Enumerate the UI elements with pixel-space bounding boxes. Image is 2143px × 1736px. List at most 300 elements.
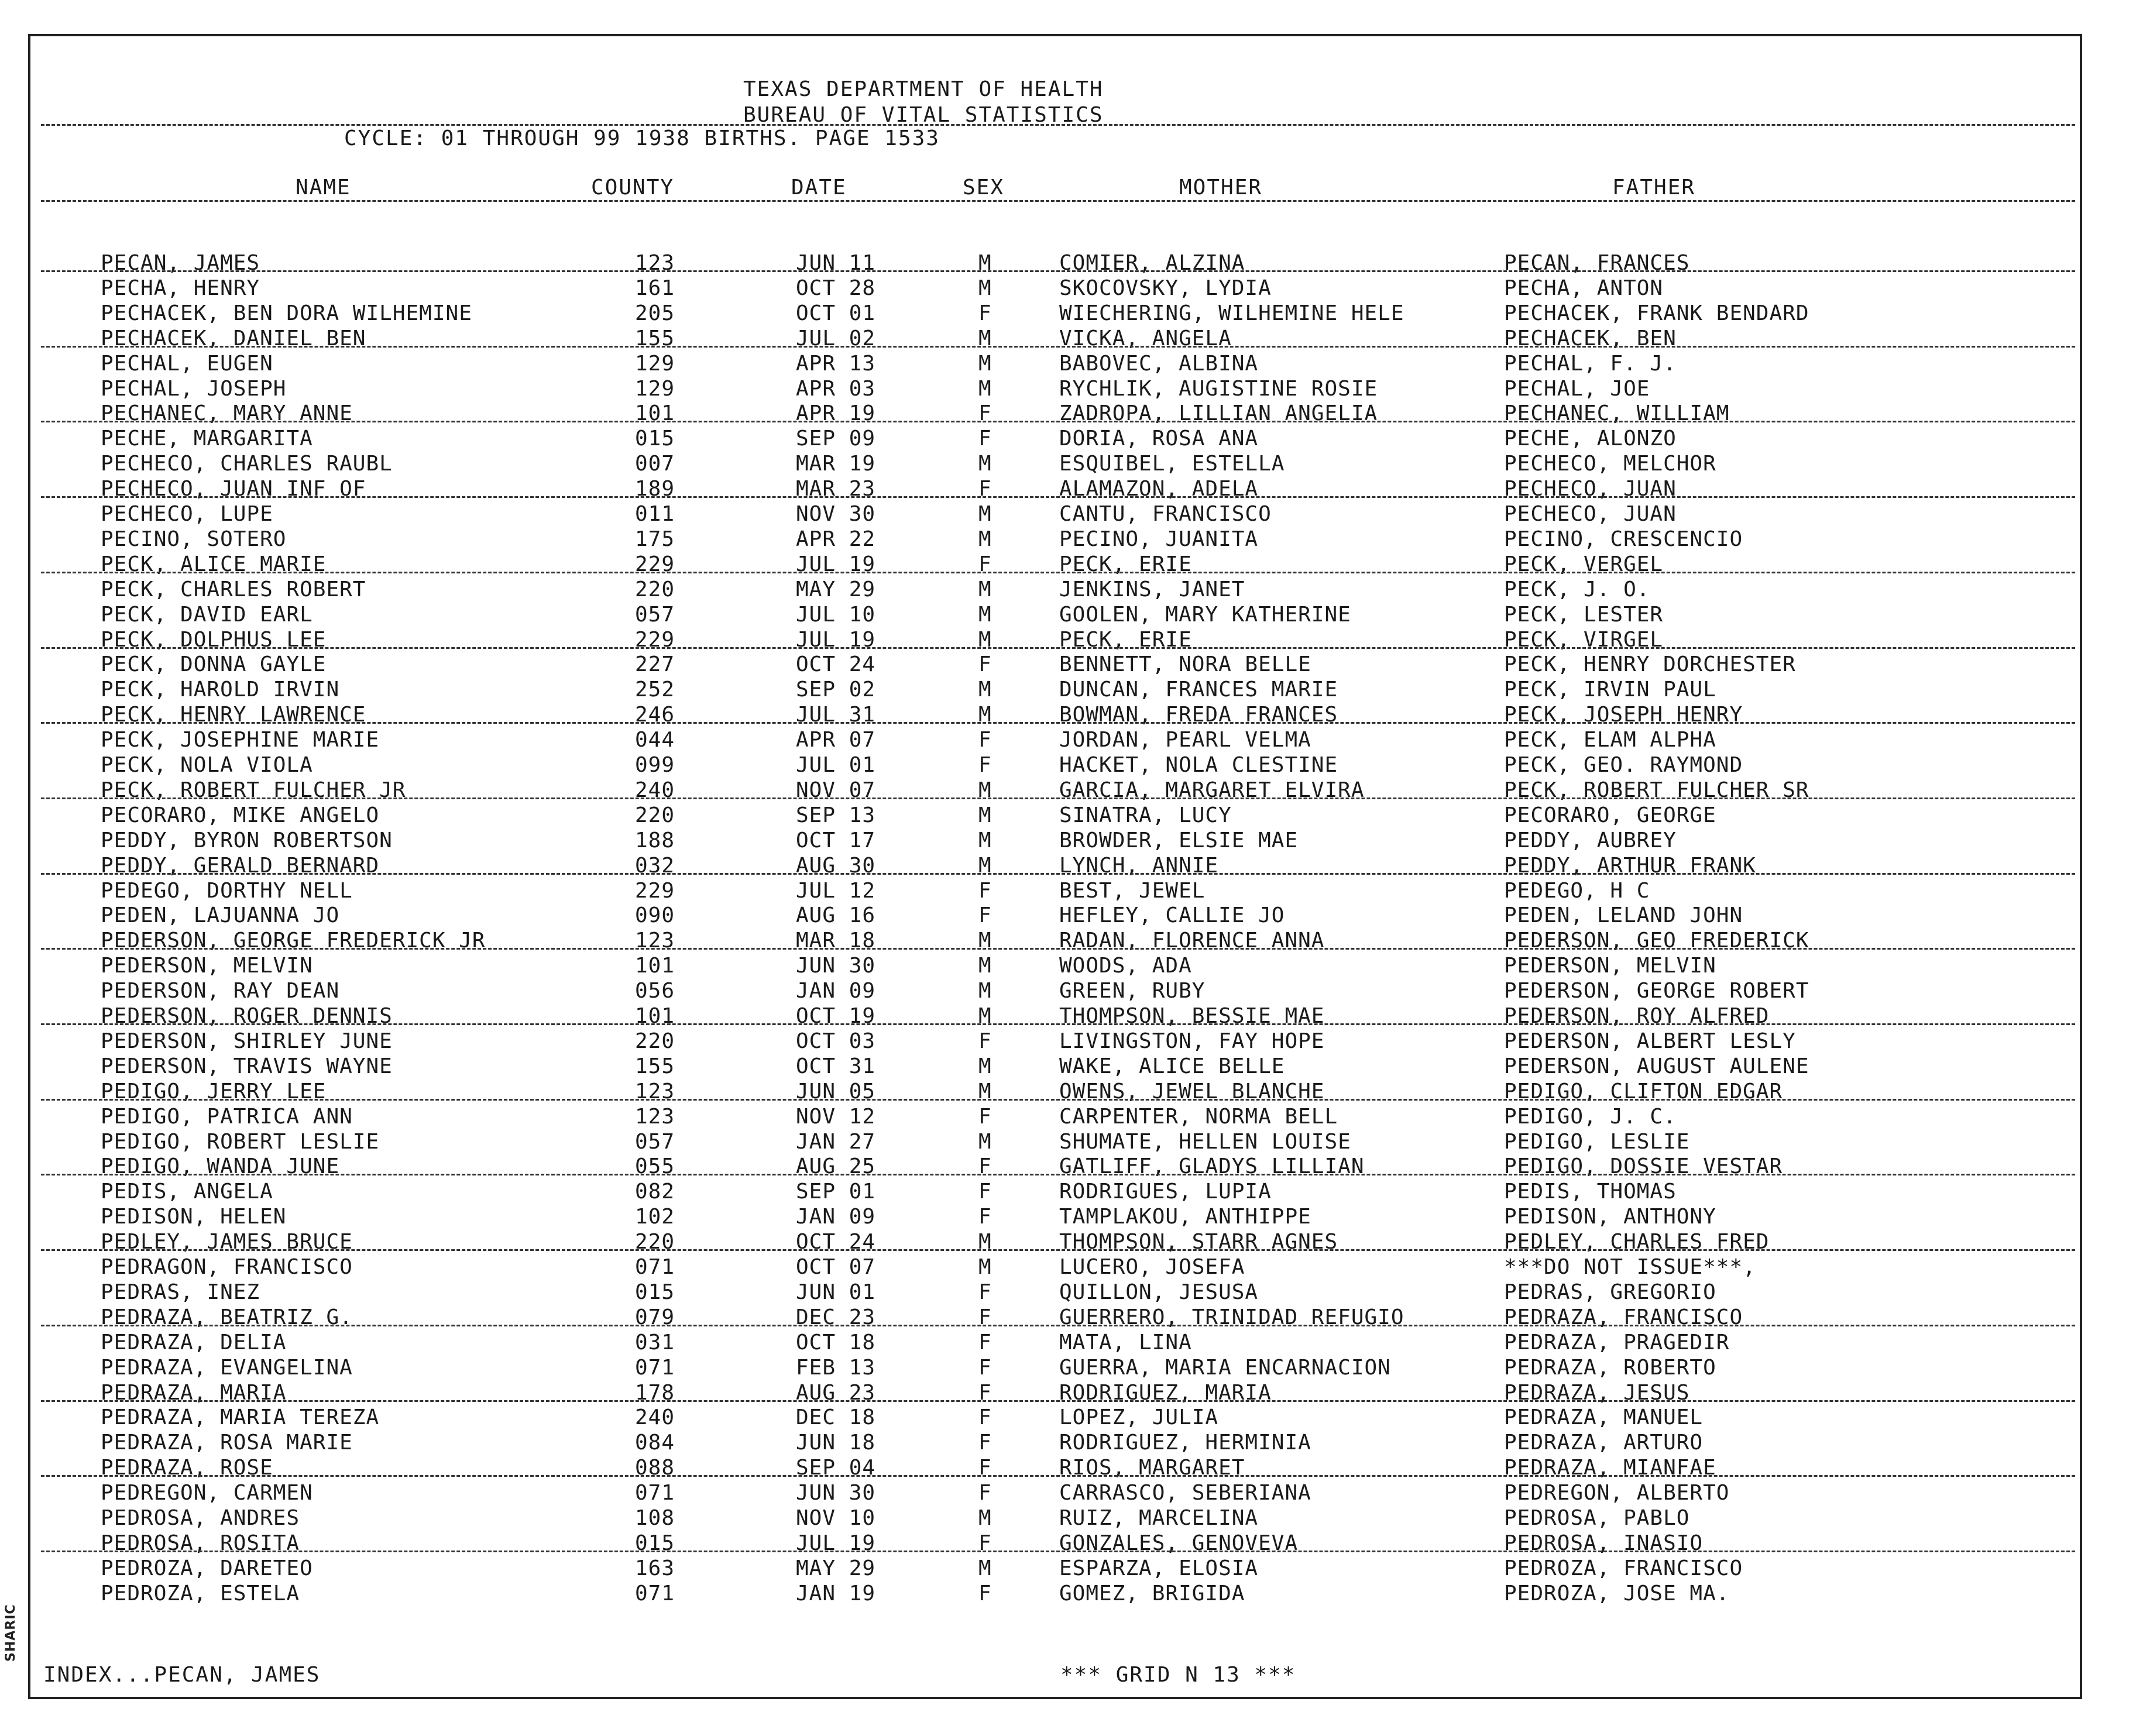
cell-name: PEDRAZA, EVANGELINA xyxy=(101,1355,353,1380)
cell-sex: M xyxy=(978,276,992,300)
cell-sex: F xyxy=(978,301,992,325)
cell-county: 082 xyxy=(635,1180,675,1204)
row-divider xyxy=(41,421,2075,422)
cell-date: JAN 09 xyxy=(796,1205,876,1229)
row-divider xyxy=(41,1475,2075,1477)
cell-name: PEDDY, GERALD BERNARD xyxy=(101,853,380,878)
cell-county: 044 xyxy=(635,728,675,752)
cell-mother: LIVINGSTON, FAY HOPE xyxy=(1059,1029,1325,1053)
cell-father: PEDIGO, J. C. xyxy=(1504,1104,1677,1129)
cell-name: PEDROZA, DARETEO xyxy=(101,1556,313,1580)
cell-father: PEDRAZA, ROBERTO xyxy=(1504,1355,1716,1380)
cell-county: 099 xyxy=(635,753,675,777)
row-divider xyxy=(41,722,2075,724)
cell-county: 088 xyxy=(635,1456,675,1480)
cell-date: OCT 24 xyxy=(796,1230,876,1254)
cell-sex: F xyxy=(978,1104,992,1129)
table-row xyxy=(0,677,2142,702)
cell-mother: LOPEZ, JULIA xyxy=(1059,1405,1219,1430)
cell-mother: CARPENTER, NORMA BELL xyxy=(1059,1104,1338,1129)
row-divider xyxy=(41,346,2075,348)
cell-father: PEDERSON, ALBERT LESLY xyxy=(1504,1029,1796,1053)
cell-name: PEDEN, LAJUANNA JO xyxy=(101,903,340,928)
cell-name: PEDROSA, ANDRES xyxy=(101,1506,300,1530)
cell-father: PEDROSA, PABLO xyxy=(1504,1506,1690,1530)
cell-father: PECK, J. O. xyxy=(1504,577,1650,601)
cell-mother: PECINO, JUANITA xyxy=(1059,527,1259,551)
cell-mother: BROWDER, ELSIE MAE xyxy=(1059,828,1299,852)
table-row xyxy=(0,1104,2142,1129)
cell-date: AUG 23 xyxy=(796,1380,876,1405)
cell-father: PECK, VERGEL xyxy=(1504,552,1664,576)
cell-county: 057 xyxy=(635,1129,675,1154)
table-row xyxy=(0,878,2142,903)
column-header-sex: SEX xyxy=(963,176,1005,200)
cell-county: 163 xyxy=(635,1556,675,1580)
cell-father: PECK, HENRY DORCHESTER xyxy=(1504,652,1796,677)
cell-name: PECK, NOLA VIOLA xyxy=(101,753,313,777)
cell-county: 015 xyxy=(635,427,675,451)
cell-date: AUG 25 xyxy=(796,1154,876,1179)
cell-sex: F xyxy=(978,477,992,501)
cell-sex: F xyxy=(978,1481,992,1505)
cell-county: 015 xyxy=(635,1280,675,1304)
cell-date: SEP 09 xyxy=(796,427,876,451)
table-row xyxy=(0,1254,2142,1280)
cell-sex: F xyxy=(978,1205,992,1229)
cell-name: PECINO, SOTERO xyxy=(101,527,287,551)
cell-date: JUL 01 xyxy=(796,753,876,777)
footer-index: INDEX...PECAN, JAMES xyxy=(43,1663,321,1687)
cell-sex: M xyxy=(978,954,992,978)
cell-name: PEDERSON, GEORGE FREDERICK JR xyxy=(101,929,486,953)
cell-date: NOV 10 xyxy=(796,1506,876,1530)
cell-date: DEC 23 xyxy=(796,1305,876,1329)
cell-father: PECAN, FRANCES xyxy=(1504,251,1690,275)
cell-sex: F xyxy=(978,1180,992,1204)
cell-father: PECK, GEO. RAYMOND xyxy=(1504,753,1743,777)
cell-sex: F xyxy=(978,903,992,928)
cell-county: 229 xyxy=(635,627,675,652)
cell-mother: THOMPSON, STARR AGNES xyxy=(1059,1230,1338,1254)
cell-sex: M xyxy=(978,251,992,275)
cell-father: PECORARO, GEORGE xyxy=(1504,803,1716,827)
cell-name: PEDIGO, PATRICA ANN xyxy=(101,1104,353,1129)
cell-county: 178 xyxy=(635,1380,675,1405)
cell-name: PECK, ROBERT FULCHER JR xyxy=(101,778,406,802)
cell-father: PEDISON, ANTHONY xyxy=(1504,1205,1716,1229)
cell-county: 101 xyxy=(635,954,675,978)
cell-name: PECK, ALICE MARIE xyxy=(101,552,327,576)
cell-date: OCT 31 xyxy=(796,1054,876,1078)
cell-mother: HEFLEY, CALLIE JO xyxy=(1059,903,1285,928)
cell-sex: M xyxy=(978,979,992,1003)
cell-sex: F xyxy=(978,878,992,903)
cell-sex: F xyxy=(978,1280,992,1304)
cell-mother: GUERRERO, TRINIDAD REFUGIO xyxy=(1059,1305,1404,1329)
cell-county: 129 xyxy=(635,376,675,401)
cell-name: PEDERSON, SHIRLEY JUNE xyxy=(101,1029,393,1053)
cell-date: JUN 18 xyxy=(796,1431,876,1455)
cell-sex: F xyxy=(978,1581,992,1606)
cell-name: PEDRAZA, MARIA TEREZA xyxy=(101,1405,380,1430)
cell-name: PEDRAZA, ROSE xyxy=(101,1456,273,1480)
row-divider xyxy=(41,572,2075,573)
table-row xyxy=(0,527,2142,552)
cell-name: PECHECO, JUAN INF OF xyxy=(101,477,366,501)
row-divider xyxy=(41,270,2075,272)
cell-sex: M xyxy=(978,1129,992,1154)
cell-date: JUN 30 xyxy=(796,954,876,978)
cell-sex: F xyxy=(978,652,992,677)
table-row xyxy=(0,652,2142,677)
cell-name: PECHECO, CHARLES RAUBL xyxy=(101,452,393,476)
cell-name: PEDERSON, MELVIN xyxy=(101,954,313,978)
cell-date: OCT 01 xyxy=(796,301,876,325)
header-department: TEXAS DEPARTMENT OF HEALTH xyxy=(743,77,1104,101)
cell-father: PECHAL, JOE xyxy=(1504,376,1650,401)
cell-county: 205 xyxy=(635,301,675,325)
cell-county: 079 xyxy=(635,1305,675,1329)
cell-date: APR 07 xyxy=(796,728,876,752)
cell-sex: M xyxy=(978,853,992,878)
cell-date: SEP 02 xyxy=(796,678,876,702)
cell-name: PEDIS, ANGELA xyxy=(101,1180,273,1204)
cell-date: JUN 30 xyxy=(796,1481,876,1505)
table-row xyxy=(0,602,2142,627)
cell-date: SEP 13 xyxy=(796,803,876,827)
cell-father: PEDROSA, INASIO xyxy=(1504,1531,1704,1555)
cell-date: JUN 11 xyxy=(796,251,876,275)
cell-county: 220 xyxy=(635,1230,675,1254)
cell-sex: M xyxy=(978,1255,992,1279)
cell-mother: ESPARZA, ELOSIA xyxy=(1059,1556,1259,1580)
cell-father: PEDDY, ARTHUR FRANK xyxy=(1504,853,1756,878)
cell-father: PECK, ROBERT FULCHER SR xyxy=(1504,778,1809,802)
cell-date: JUL 19 xyxy=(796,1531,876,1555)
cell-date: JAN 19 xyxy=(796,1581,876,1606)
cell-mother: JORDAN, PEARL VELMA xyxy=(1059,728,1311,752)
cell-mother: RYCHLIK, AUGISTINE ROSIE xyxy=(1059,376,1378,401)
cell-date: SEP 01 xyxy=(796,1180,876,1204)
cell-father: PECINO, CRESCENCIO xyxy=(1504,527,1743,551)
cell-mother: THOMPSON, BESSIE MAE xyxy=(1059,1004,1325,1028)
table-row xyxy=(0,953,2142,978)
cell-county: 108 xyxy=(635,1506,675,1530)
cell-father: PECHECO, MELCHOR xyxy=(1504,452,1716,476)
cell-mother: TAMPLAKOU, ANTHIPPE xyxy=(1059,1205,1311,1229)
cell-mother: HACKET, NOLA CLESTINE xyxy=(1059,753,1338,777)
cell-county: 175 xyxy=(635,527,675,551)
cell-date: APR 19 xyxy=(796,401,876,426)
cell-name: PEDRAZA, DELIA xyxy=(101,1330,287,1355)
cell-sex: F xyxy=(978,1405,992,1430)
row-divider xyxy=(41,1400,2075,1402)
cell-name: PEDEGO, DORTHY NELL xyxy=(101,878,353,903)
cell-sex: F xyxy=(978,1154,992,1179)
column-header-date: DATE xyxy=(791,176,847,200)
table-row xyxy=(0,1430,2142,1455)
table-row xyxy=(0,577,2142,602)
cell-father: PEDERSON, AUGUST AULENE xyxy=(1504,1054,1809,1078)
row-divider xyxy=(41,1325,2075,1326)
row-divider xyxy=(41,948,2075,950)
cell-mother: SKOCOVSKY, LYDIA xyxy=(1059,276,1272,300)
cell-father: PEDDY, AUBREY xyxy=(1504,828,1677,852)
cell-name: PECHACEK, DANIEL BEN xyxy=(101,326,366,350)
table-row xyxy=(0,1204,2142,1229)
table-row xyxy=(0,1280,2142,1305)
cell-mother: RIOS, MARGARET xyxy=(1059,1456,1245,1480)
cell-name: PEDRAS, INEZ xyxy=(101,1280,260,1304)
cell-mother: SHUMATE, HELLEN LOUISE xyxy=(1059,1129,1351,1154)
cell-date: OCT 18 xyxy=(796,1330,876,1355)
cell-name: PECHE, MARGARITA xyxy=(101,427,313,451)
cell-sex: F xyxy=(978,427,992,451)
cell-name: PECK, CHARLES ROBERT xyxy=(101,577,366,601)
cell-name: PEDERSON, RAY DEAN xyxy=(101,979,340,1003)
cell-father: ***DO NOT ISSUE***, xyxy=(1504,1255,1756,1279)
column-header-county: COUNTY xyxy=(591,176,675,200)
cell-sex: M xyxy=(978,527,992,551)
cell-county: 071 xyxy=(635,1481,675,1505)
cell-name: PECHAL, EUGEN xyxy=(101,351,273,376)
cell-date: JAN 09 xyxy=(796,979,876,1003)
column-header-father: FATHER xyxy=(1612,176,1696,200)
cell-date: MAY 29 xyxy=(796,577,876,601)
cell-name: PEDROZA, ESTELA xyxy=(101,1581,300,1606)
cell-father: PEDRAZA, MANUEL xyxy=(1504,1405,1704,1430)
divider-top xyxy=(41,124,2075,126)
cell-father: PEDLEY, CHARLES FRED xyxy=(1504,1230,1770,1254)
cell-sex: M xyxy=(978,828,992,852)
table-row xyxy=(0,1054,2142,1079)
cell-sex: M xyxy=(978,678,992,702)
cell-sex: M xyxy=(978,778,992,802)
cell-sex: M xyxy=(978,577,992,601)
cell-name: PECK, HENRY LAWRENCE xyxy=(101,703,366,727)
cell-name: PECHECO, LUPE xyxy=(101,502,273,526)
cell-father: PEDERSON, ROY ALFRED xyxy=(1504,1004,1770,1028)
cell-county: 220 xyxy=(635,577,675,601)
cell-sex: F xyxy=(978,1380,992,1405)
cell-mother: GOOLEN, MARY KATHERINE xyxy=(1059,602,1351,627)
cell-date: JUN 05 xyxy=(796,1079,876,1104)
cell-father: PECK, VIRGEL xyxy=(1504,627,1664,652)
cell-name: PEDREGON, CARMEN xyxy=(101,1481,313,1505)
cell-sex: F xyxy=(978,1330,992,1355)
cell-father: PEDRAZA, ARTURO xyxy=(1504,1431,1704,1455)
cell-mother: WIECHERING, WILHEMINE HELE xyxy=(1059,301,1404,325)
cell-sex: M xyxy=(978,1506,992,1530)
row-divider xyxy=(41,797,2075,799)
cell-date: JUL 19 xyxy=(796,627,876,652)
cell-father: PECHANEC, WILLIAM xyxy=(1504,401,1730,426)
cell-sex: F xyxy=(978,728,992,752)
table-row xyxy=(0,1581,2142,1606)
cell-date: MAR 19 xyxy=(796,452,876,476)
cell-mother: BEST, JEWEL xyxy=(1059,878,1206,903)
cell-father: PEDEN, LELAND JOHN xyxy=(1504,903,1743,928)
table-row xyxy=(0,1179,2142,1204)
cell-father: PECHE, ALONZO xyxy=(1504,427,1677,451)
cell-name: PEDERSON, ROGER DENNIS xyxy=(101,1004,393,1028)
cell-mother: BABOVEC, ALBINA xyxy=(1059,351,1259,376)
cell-father: PECK, LESTER xyxy=(1504,602,1664,627)
cell-mother: RADAN, FLORENCE ANNA xyxy=(1059,929,1325,953)
table-row xyxy=(0,978,2142,1003)
cell-mother: GREEN, RUBY xyxy=(1059,979,1206,1003)
row-divider xyxy=(41,496,2075,498)
cell-mother: WAKE, ALICE BELLE xyxy=(1059,1054,1285,1078)
cell-county: 071 xyxy=(635,1581,675,1606)
cell-county: 090 xyxy=(635,903,675,928)
table-row xyxy=(0,426,2142,451)
cell-date: SEP 04 xyxy=(796,1456,876,1480)
cell-name: PEDRAZA, BEATRIZ G. xyxy=(101,1305,353,1329)
cell-date: MAR 18 xyxy=(796,929,876,953)
cell-sex: M xyxy=(978,1079,992,1104)
table-row xyxy=(0,828,2142,853)
cell-sex: F xyxy=(978,1305,992,1329)
cell-county: 155 xyxy=(635,1054,675,1078)
table-row xyxy=(0,1355,2142,1380)
cell-date: JUL 12 xyxy=(796,878,876,903)
table-row xyxy=(0,727,2142,752)
row-divider xyxy=(41,1249,2075,1251)
cell-date: JUL 19 xyxy=(796,552,876,576)
cell-county: 155 xyxy=(635,326,675,350)
cell-sex: M xyxy=(978,1556,992,1580)
cell-date: MAR 23 xyxy=(796,477,876,501)
cell-date: OCT 19 xyxy=(796,1004,876,1028)
cell-father: PEDIGO, CLIFTON EDGAR xyxy=(1504,1079,1783,1104)
cell-county: 123 xyxy=(635,251,675,275)
column-header-mother: MOTHER xyxy=(1179,176,1263,200)
cell-county: 071 xyxy=(635,1255,675,1279)
cell-mother: GONZALES, GENOVEVA xyxy=(1059,1531,1299,1555)
cell-mother: LUCERO, JOSEFA xyxy=(1059,1255,1245,1279)
table-row xyxy=(0,276,2142,301)
cell-county: 101 xyxy=(635,1004,675,1028)
cell-county: 031 xyxy=(635,1330,675,1355)
cell-mother: GARCIA, MARGARET ELVIRA xyxy=(1059,778,1365,802)
cell-mother: DORIA, ROSA ANA xyxy=(1059,427,1259,451)
cell-sex: M xyxy=(978,627,992,652)
cell-name: PECHAL, JOSEPH xyxy=(101,376,287,401)
cell-father: PECHAL, F. J. xyxy=(1504,351,1677,376)
cell-mother: CARRASCO, SEBERIANA xyxy=(1059,1481,1311,1505)
cell-county: 240 xyxy=(635,778,675,802)
cell-name: PECAN, JAMES xyxy=(101,251,260,275)
cell-date: FEB 13 xyxy=(796,1355,876,1380)
cell-name: PEDRAZA, ROSA MARIE xyxy=(101,1431,353,1455)
cell-mother: WOODS, ADA xyxy=(1059,954,1192,978)
cell-county: 227 xyxy=(635,652,675,677)
row-divider xyxy=(41,1099,2075,1101)
cell-father: PEDIGO, DOSSIE VESTAR xyxy=(1504,1154,1783,1179)
cell-name: PECK, DAVID EARL xyxy=(101,602,313,627)
cell-mother: JENKINS, JANET xyxy=(1059,577,1245,601)
cell-date: OCT 28 xyxy=(796,276,876,300)
cell-mother: CANTU, FRANCISCO xyxy=(1059,502,1272,526)
cell-mother: PECK, ERIE xyxy=(1059,627,1192,652)
cell-name: PEDDY, BYRON ROBERTSON xyxy=(101,828,393,852)
cell-mother: QUILLON, JESUSA xyxy=(1059,1280,1259,1304)
cell-mother: RODRIGUES, LUPIA xyxy=(1059,1180,1272,1204)
cell-name: PEDLEY, JAMES BRUCE xyxy=(101,1230,353,1254)
cell-sex: M xyxy=(978,703,992,727)
cell-name: PEDRAZA, MARIA xyxy=(101,1380,287,1405)
cell-mother: COMIER, ALZINA xyxy=(1059,251,1245,275)
cell-sex: F xyxy=(978,1029,992,1053)
cell-date: OCT 07 xyxy=(796,1255,876,1279)
cell-county: 246 xyxy=(635,703,675,727)
cell-mother: RODRIGUEZ, MARIA xyxy=(1059,1380,1272,1405)
cell-sex: F xyxy=(978,1531,992,1555)
cell-mother: ALAMAZON, ADELA xyxy=(1059,477,1259,501)
header-bureau: BUREAU OF VITAL STATISTICS xyxy=(743,103,1104,127)
cell-date: JAN 27 xyxy=(796,1129,876,1154)
cell-county: 056 xyxy=(635,979,675,1003)
cell-father: PEDIS, THOMAS xyxy=(1504,1180,1677,1204)
cell-county: 015 xyxy=(635,1531,675,1555)
cell-date: OCT 24 xyxy=(796,652,876,677)
cell-father: PEDRAZA, FRANCISCO xyxy=(1504,1305,1743,1329)
cell-father: PECK, JOSEPH HENRY xyxy=(1504,703,1743,727)
cell-name: PEDISON, HELEN xyxy=(101,1205,287,1229)
cell-mother: GUERRA, MARIA ENCARNACION xyxy=(1059,1355,1391,1380)
cell-county: 084 xyxy=(635,1431,675,1455)
cell-father: PEDRAZA, PRAGEDIR xyxy=(1504,1330,1730,1355)
row-divider xyxy=(41,647,2075,649)
cell-mother: ESQUIBEL, ESTELLA xyxy=(1059,452,1285,476)
cell-county: 057 xyxy=(635,602,675,627)
cell-father: PECK, IRVIN PAUL xyxy=(1504,678,1716,702)
cell-date: NOV 30 xyxy=(796,502,876,526)
cell-name: PECK, DONNA GAYLE xyxy=(101,652,327,677)
table-row xyxy=(0,1129,2142,1154)
cell-date: APR 13 xyxy=(796,351,876,376)
cell-sex: M xyxy=(978,452,992,476)
cell-mother: SINATRA, LUCY xyxy=(1059,803,1232,827)
cell-father: PECK, ELAM ALPHA xyxy=(1504,728,1716,752)
cell-county: 252 xyxy=(635,678,675,702)
table-row xyxy=(0,752,2142,778)
cell-mother: PECK, ERIE xyxy=(1059,552,1192,576)
cell-mother: MATA, LINA xyxy=(1059,1330,1192,1355)
cell-county: 229 xyxy=(635,552,675,576)
cell-name: PEDIGO, JERRY LEE xyxy=(101,1079,327,1104)
table-row xyxy=(0,1330,2142,1355)
cell-sex: F xyxy=(978,401,992,426)
cell-sex: F xyxy=(978,1355,992,1380)
table-row xyxy=(0,803,2142,828)
cell-sex: M xyxy=(978,502,992,526)
footer-grid: *** GRID N 13 *** xyxy=(1060,1663,1296,1687)
table-row xyxy=(0,301,2142,326)
cell-father: PEDERSON, MELVIN xyxy=(1504,954,1716,978)
cell-name: PECK, HAROLD IRVIN xyxy=(101,678,340,702)
cell-mother: BENNETT, NORA BELLE xyxy=(1059,652,1311,677)
cell-county: 161 xyxy=(635,276,675,300)
cell-sex: M xyxy=(978,351,992,376)
table-row xyxy=(0,376,2142,401)
cell-county: 123 xyxy=(635,929,675,953)
cell-county: 071 xyxy=(635,1355,675,1380)
cell-mother: RUIZ, MARCELINA xyxy=(1059,1506,1259,1530)
cell-county: 123 xyxy=(635,1104,675,1129)
